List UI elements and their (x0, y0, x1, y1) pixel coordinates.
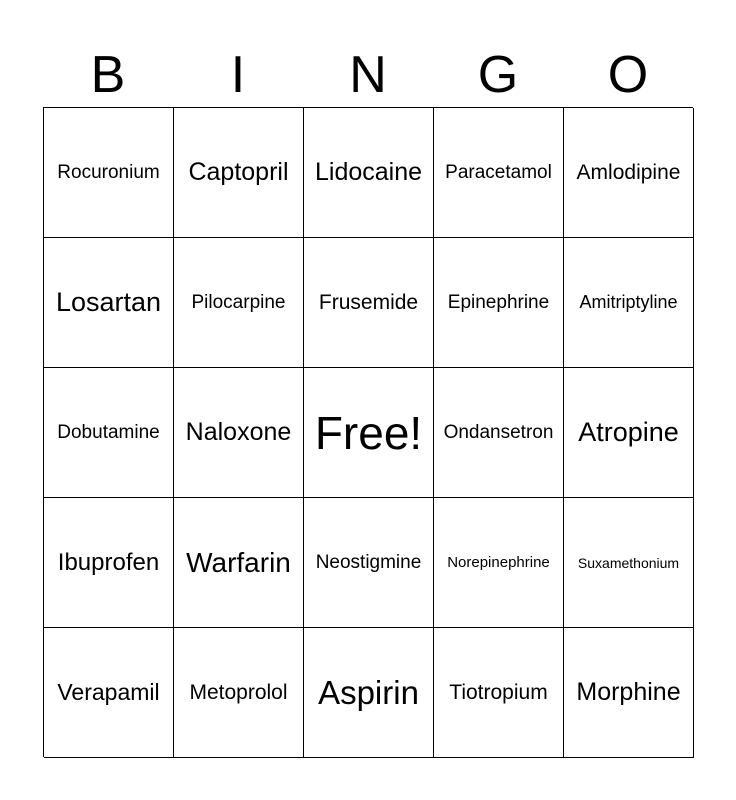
bingo-cell: Amitriptyline (564, 238, 694, 368)
bingo-cell: Metoprolol (174, 628, 304, 758)
bingo-cell: Lidocaine (304, 108, 434, 238)
bingo-cell: Atropine (564, 368, 694, 498)
bingo-free-cell: Free! (304, 368, 434, 498)
header-letter-g: G (477, 46, 519, 104)
header-letter-b: B (90, 46, 126, 104)
bingo-cell: Naloxone (174, 368, 304, 498)
bingo-cell: Neostigmine (304, 498, 434, 628)
header-letter-o: O (607, 46, 649, 104)
bingo-cell: Pilocarpine (174, 238, 304, 368)
bingo-cell: Suxamethonium (564, 498, 694, 628)
bingo-cell: Frusemide (304, 238, 434, 368)
bingo-cell: Rocuronium (44, 108, 174, 238)
bingo-cell: Tiotropium (434, 628, 564, 758)
header-letter-i: I (230, 46, 246, 104)
bingo-cell: Morphine (564, 628, 694, 758)
bingo-cell: Amlodipine (564, 108, 694, 238)
bingo-cell: Epinephrine (434, 238, 564, 368)
bingo-cell: Aspirin (304, 628, 434, 758)
bingo-cell: Paracetamol (434, 108, 564, 238)
bingo-board (43, 107, 693, 757)
header-letter-n: N (349, 46, 387, 104)
bingo-cell: Ibuprofen (44, 498, 174, 628)
bingo-cell: Warfarin (174, 498, 304, 628)
bingo-cell: Captopril (174, 108, 304, 238)
bingo-cell: Losartan (44, 238, 174, 368)
bingo-cell: Norepinephrine (434, 498, 564, 628)
bingo-header (43, 40, 693, 106)
bingo-cell: Verapamil (44, 628, 174, 758)
bingo-cell: Dobutamine (44, 368, 174, 498)
bingo-cell: Ondansetron (434, 368, 564, 498)
